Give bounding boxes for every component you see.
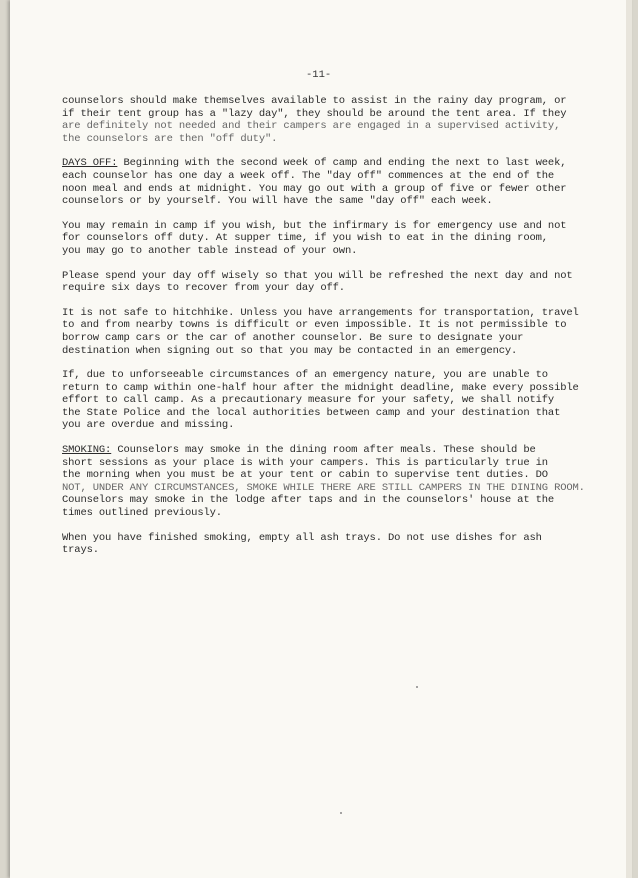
paragraph-ash-trays (62, 532, 594, 557)
text-line: the counselors are then "off duty". (62, 132, 278, 145)
paragraph-emergency (62, 369, 594, 432)
page-number: -11- (306, 69, 332, 81)
text-line: are definitely not needed and their campers are engaged in a supervised activity, (62, 120, 561, 133)
text-line: short sessions as your place is with your campers. This is particularly true in (62, 456, 548, 469)
text-line: times outlined previously. (62, 507, 222, 520)
text-line: require six days to recover from your day off. (62, 282, 345, 295)
section-heading-days-off: DAYS OFF: (62, 157, 118, 170)
text-line: When you have finished smoking, empty all ash trays. Do not use dishes for ash (62, 531, 542, 544)
text-line: Please spend your day off wisely so that you will be refreshed the next day and not (62, 269, 573, 282)
paragraph-day-off-wisely (62, 270, 594, 295)
text-line: if their tent group has a "lazy day", they should be around the tent area. If they (62, 107, 567, 120)
text-line: to and from nearby towns is difficult or even impossible. It is not permissible to (62, 319, 567, 332)
section-heading-smoking: SMOKING: (62, 444, 112, 457)
text-line: borrow camp cars or the car of another counselor. Be sure to designate your (62, 331, 524, 344)
paragraph-rainy-day (62, 95, 594, 145)
text-line (62, 157, 594, 170)
paragraph-hitchhike (62, 307, 594, 357)
text-line (62, 444, 594, 457)
text-line: If, due to unforseeable circumstances of an emergency nature, you are unable to (62, 369, 548, 382)
text-line: effort to call camp. As a precautionary measure for your safety, we shall notify (62, 394, 555, 407)
paragraph-remain-in-camp (62, 220, 594, 258)
text-line: you are overdue and missing. (62, 419, 235, 432)
paragraph-smoking (62, 444, 594, 520)
text-line: Counselors may smoke in the lodge after taps and in the counselors' house at the (62, 494, 555, 507)
paper-speck (340, 812, 342, 814)
body-text (62, 95, 594, 569)
text-span: Counselors may smoke in the dining room after meals. These should be (111, 444, 536, 457)
text-line: noon meal and ends at midnight. You may go out with a group of five or fewer other (62, 182, 567, 195)
text-line: You may remain in camp if you wish, but the infirmary is for emergency use and not (62, 219, 567, 232)
paper-speck (416, 686, 418, 688)
page-edge (626, 0, 632, 878)
document-page (10, 0, 632, 878)
text-line: for counselors off duty. At supper time, if you wish to eat in the dining room, (62, 232, 548, 245)
text-span: Beginning with the second week of camp and ending the next to last week, (117, 157, 567, 170)
text-line: the morning when you must be at your tent or cabin to supervise tent duties. DO (62, 469, 548, 482)
text-line: trays. (62, 544, 99, 557)
text-line: the State Police and the local authorities between camp and your destination that (62, 406, 561, 419)
text-line: counselors or by yourself. You will have the same "day off" each week. (62, 195, 493, 208)
text-line: return to camp within one-half hour after the midnight deadline, make every possible (62, 381, 579, 394)
text-line: each counselor has one day a week off. The "day off" commences at the end of the (62, 169, 555, 182)
text-line: NOT, UNDER ANY CIRCUMSTANCES, SMOKE WHILE THERE ARE STILL CAMPERS IN THE DINING ROOM. (62, 481, 585, 494)
paragraph-days-off (62, 157, 594, 207)
text-line: you may go to another table instead of your own. (62, 244, 358, 257)
text-line: destination when signing out so that you may be contacted in an emergency. (62, 344, 518, 357)
text-line: counselors should make themselves available to assist in the rainy day program, or (62, 95, 567, 107)
text-line: It is not safe to hitchhike. Unless you have arrangements for transportation, travel (62, 306, 579, 319)
